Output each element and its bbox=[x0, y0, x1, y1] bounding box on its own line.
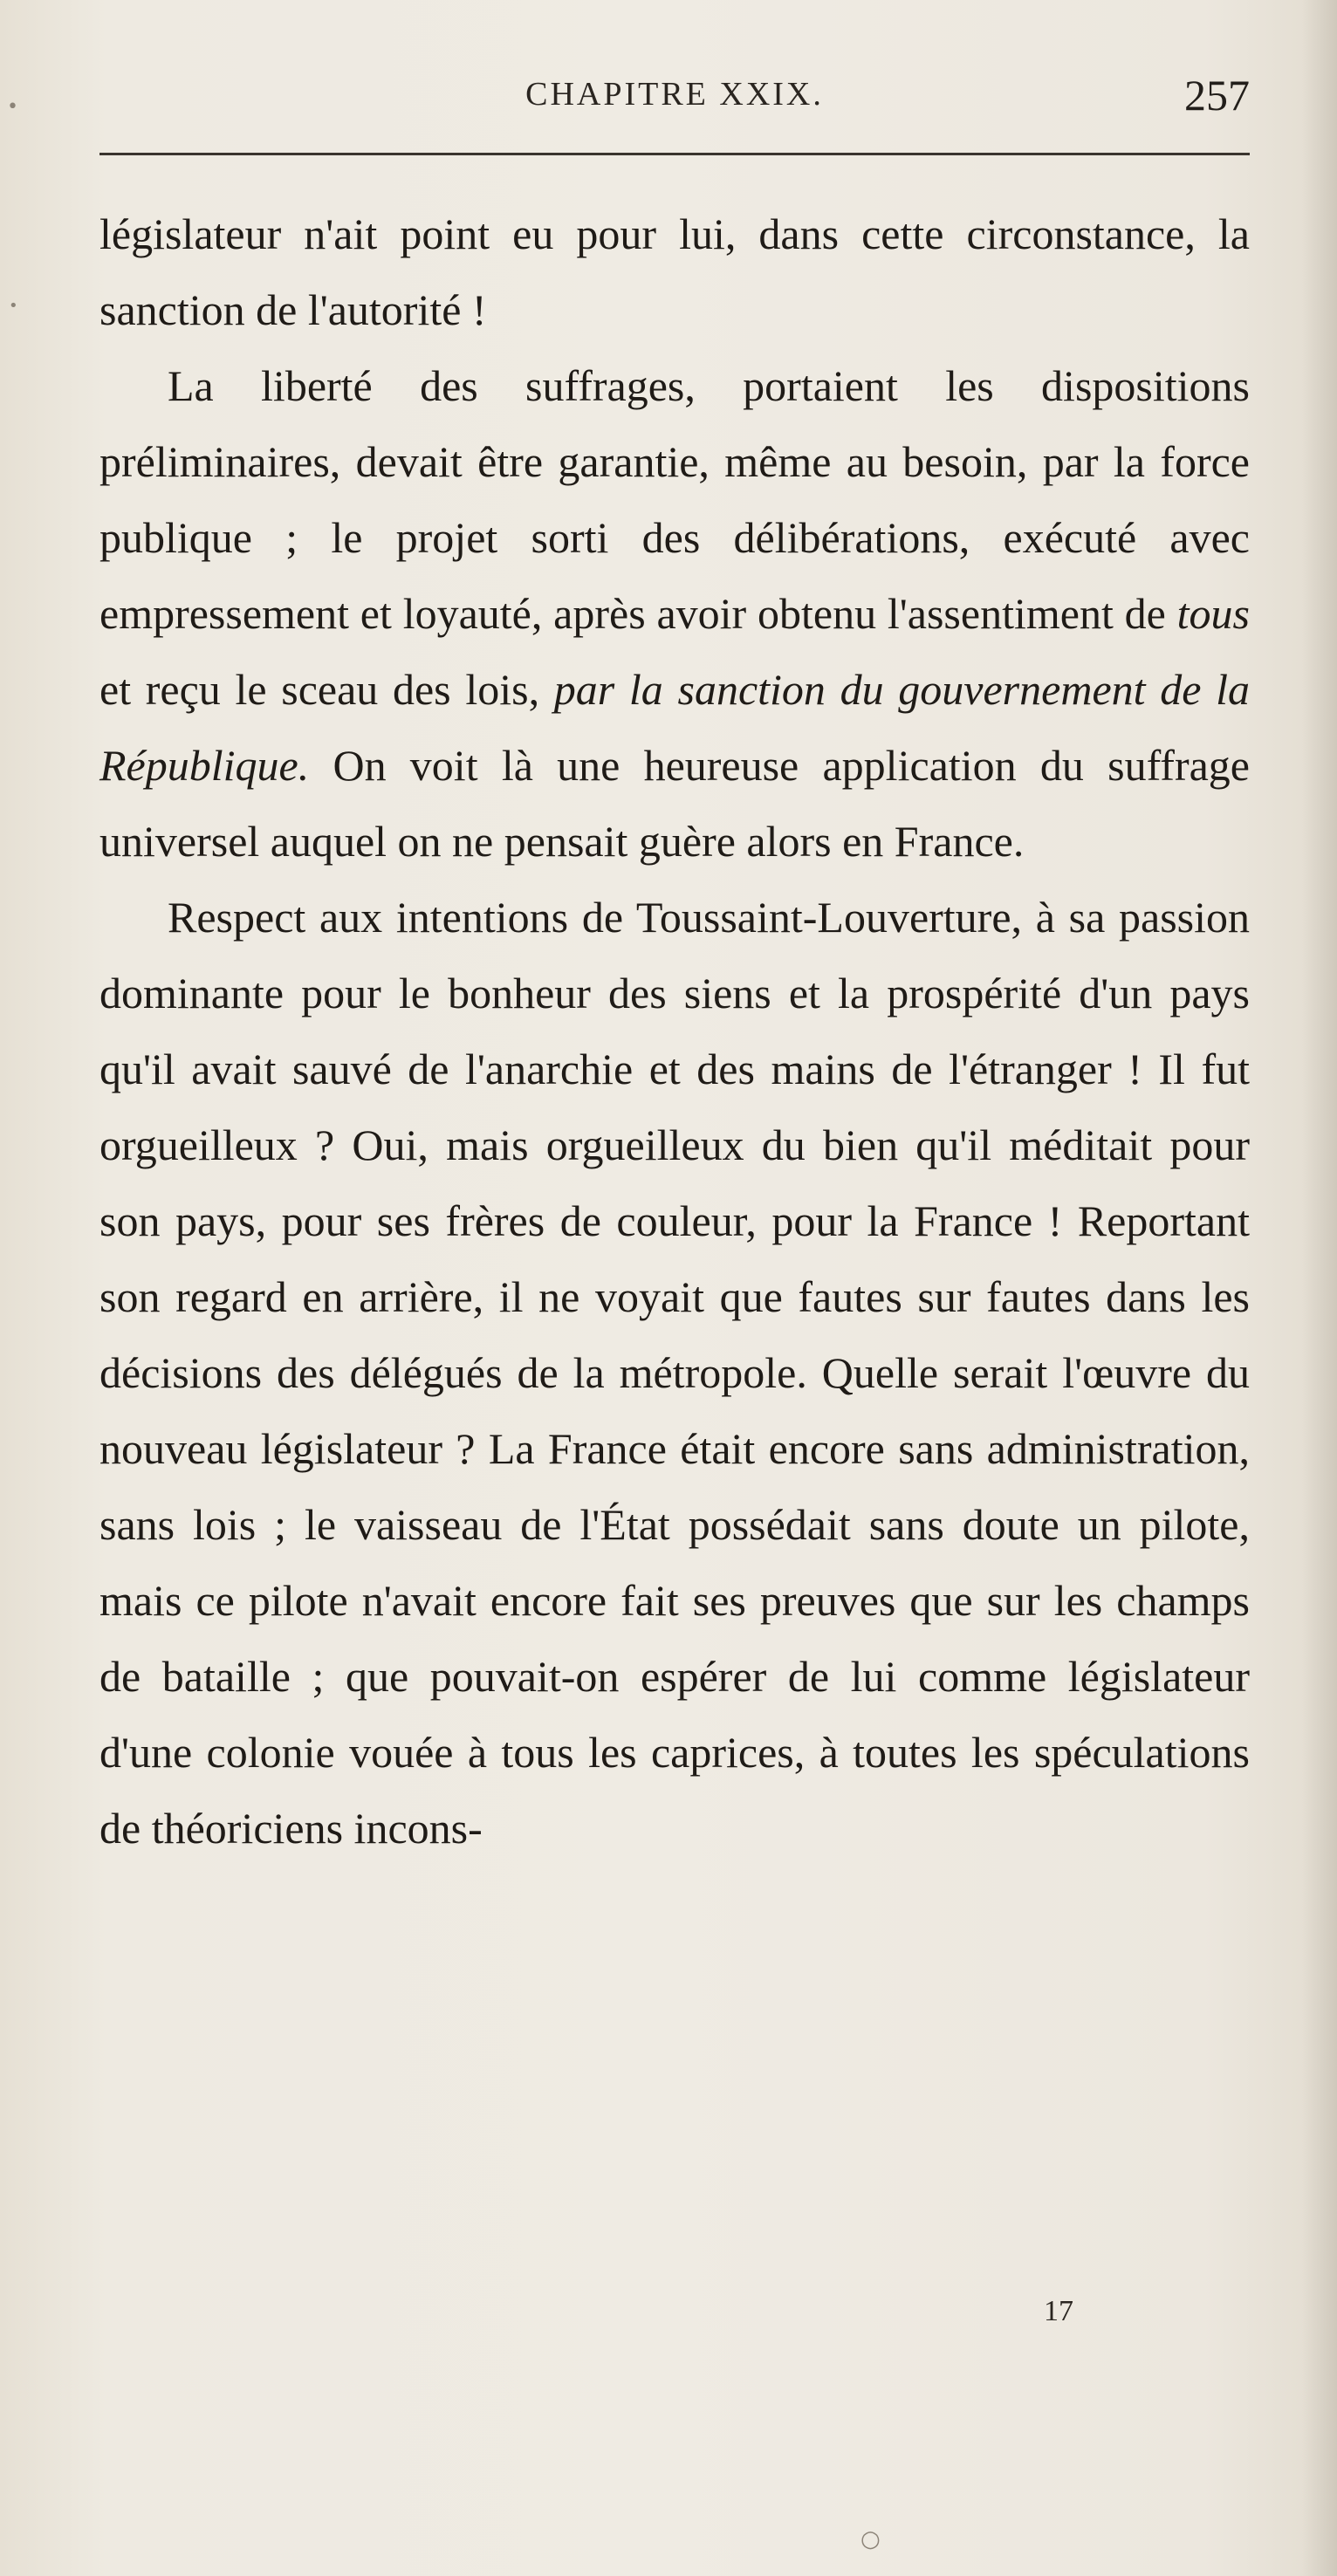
body-text bbox=[99, 196, 1250, 1867]
paragraph bbox=[99, 196, 1250, 348]
text-segment: et reçu le sceau des lois, bbox=[99, 665, 554, 714]
italic-text: par la sanction du gouvernement de la République. bbox=[99, 665, 1250, 790]
paragraph bbox=[99, 880, 1250, 1867]
text-segment: législateur n'ait point eu pour lui, dans cette circonstance, la sanction de l'autorité ! bbox=[99, 209, 1250, 334]
text-segment: Respect aux intentions de Toussaint-Louverture, à sa passion dominante pour le bonheur des siens et la prospérité d'un pays qu'il avait sauvé de l'anarchie et des mains de l'étranger ! Il fut orgueilleux ? Oui, mais orgueilleux du bien qu'il méditait pour son pays, pour ses frères de couleur, pour la France ! Reportant son regard en arrière, il ne voyait que fautes sur fautes dans les décisions des délégués de la métropole. Quelle serait l'œuvre du nouveau législateur ? La France était encore sans administration, sans lois ; le vaisseau de l'État possédait sans doute un pilote, mais ce pilote n'avait encore fait ses preuves que sur les champs de bataille ; que pouvait-on espérer de lui comme législateur d'une colonie vouée à tous les caprices, à toutes les spéculations de théoriciens incons- bbox=[99, 893, 1250, 1853]
running-header bbox=[99, 70, 1250, 122]
signature-mark: 17 bbox=[1044, 2295, 1073, 2327]
paragraph bbox=[99, 348, 1250, 880]
margin-speck: • bbox=[7, 96, 18, 118]
page-edge-shadow bbox=[1302, 0, 1337, 2576]
header-rule bbox=[99, 153, 1250, 155]
bottom-speck: ○ bbox=[860, 2526, 881, 2552]
italic-text: tous bbox=[1176, 589, 1250, 638]
page-number: 257 bbox=[1184, 71, 1250, 120]
text-segment: La liberté des suffrages, portaient les dispositions préliminaires, devait être garantie, même au besoin, par la force publique ; le projet sorti des délibérations, exécuté avec empressement et loyauté, après avoir obtenu l'assentiment de bbox=[99, 361, 1250, 638]
margin-speck: • bbox=[9, 297, 18, 315]
text-segment: On voit là une heureuse application du suffrage universel auquel on ne pensait guère alors en France. bbox=[99, 741, 1250, 866]
chapter-title: CHAPITRE XXIX. bbox=[525, 76, 824, 113]
